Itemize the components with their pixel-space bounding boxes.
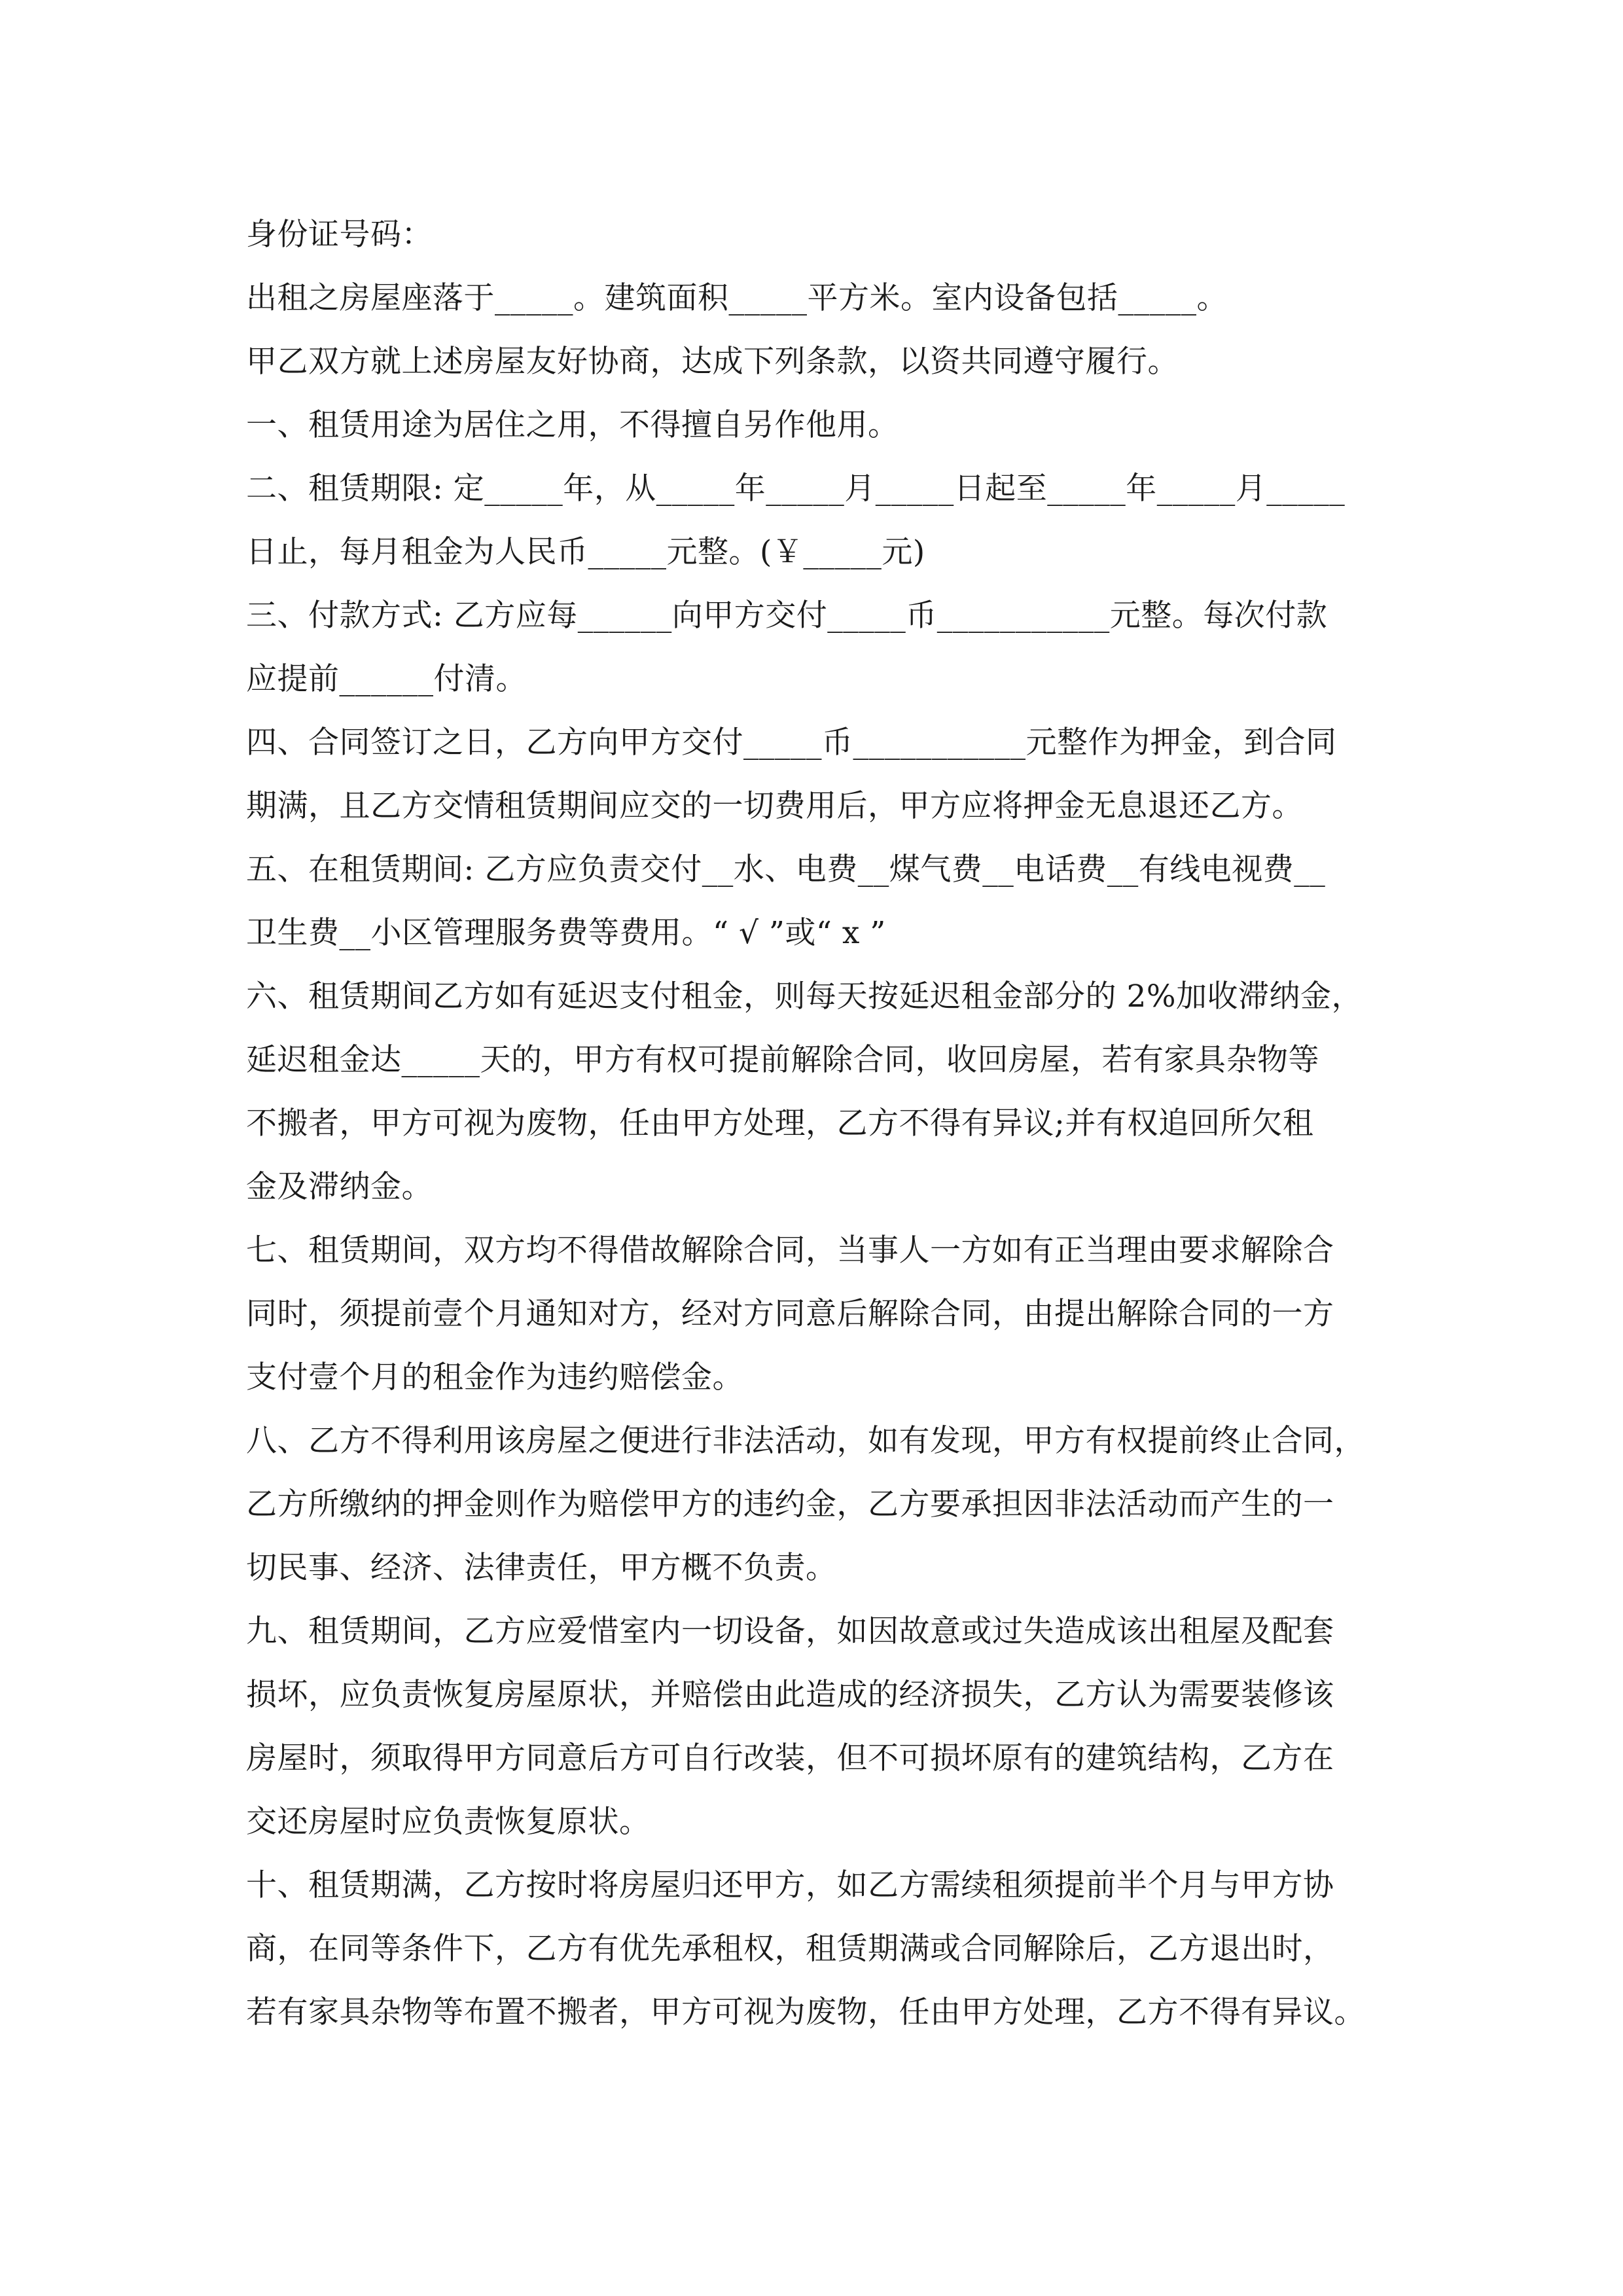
clause-3-line-1: 三、付款方式: 乙方应每______向甲方交付_____币___________元整。每次付款 (246, 598, 1328, 634)
clause-7-line-3: 支付壹个月的租金作为违约赔偿金。 (246, 1359, 743, 1395)
clause-9-line-1: 九、租赁期间，乙方应爱惜室内一切设备，如因故意或过失造成该出租屋及配套 (246, 1613, 1334, 1649)
clause-1-line: 一、租赁用途为居住之用，不得擅自另作他用。 (246, 407, 899, 443)
agreement-intro-line: 甲乙双方就上述房屋友好协商，达成下列条款，以资共同遵守履行。 (246, 344, 1179, 380)
clause-7-line-1: 七、租赁期间，双方均不得借故解除合同，当事人一方如有正当理由要求解除合 (246, 1232, 1334, 1268)
clause-6-line-3: 不搬者，甲方可视为废物，任由甲方处理，乙方不得有异议;并有权追回所欠租 (246, 1105, 1314, 1141)
clause-9-line-2: 损坏，应负责恢复房屋原状，并赔偿由此造成的经济损失，乙方认为需要装修该 (246, 1677, 1334, 1713)
clause-3-line-2: 应提前______付清。 (246, 661, 527, 697)
id-number-line: 身份证号码： (246, 217, 433, 253)
clause-5-line-1: 五、在租赁期间: 乙方应负责交付__水、电费__煤气费__电话费__有线电视费__ (246, 852, 1326, 888)
clause-8-line-3: 切民事、经济、法律责任，甲方概不负责。 (246, 1550, 837, 1586)
clause-7-line-2: 同时，须提前壹个月通知对方，经对方同意后解除合同，由提出解除合同的一方 (246, 1296, 1334, 1332)
clause-6-line-4: 金及滞纳金。 (246, 1169, 433, 1205)
contract-body (246, 203, 1385, 2044)
clause-4-line-1: 四、合同签订之日，乙方向甲方交付_____币___________元整作为押金，到合同 (246, 725, 1337, 761)
clause-9-line-4: 交还房屋时应负责恢复原状。 (246, 1804, 651, 1840)
clause-10-line-1: 十、租赁期满，乙方按时将房屋归还甲方，如乙方需续租须提前半个月与甲方协 (246, 1867, 1334, 1903)
clause-4-line-2: 期满，且乙方交情租赁期间应交的一切费用后，甲方应将押金无息退还乙方。 (246, 788, 1303, 824)
clause-10-line-2: 商，在同等条件下，乙方有优先承租权，租赁期满或合同解除后，乙方退出时， (246, 1931, 1334, 1967)
clause-9-line-3: 房屋时，须取得甲方同意后方可自行改装，但不可损坏原有的建筑结构，乙方在 (246, 1740, 1334, 1776)
clause-6-line-2: 延迟租金达_____天的，甲方有权可提前解除合同，收回房屋，若有家具杂物等 (246, 1042, 1319, 1078)
clause-8-line-2: 乙方所缴纳的押金则作为赔偿甲方的违约金，乙方要承担因非法活动而产生的一 (246, 1486, 1334, 1522)
clause-2-line-2: 日止，每月租金为人民币_____元整。(￥_____元) (246, 534, 925, 570)
clause-5-line-2: 卫生费__小区管理服务费等费用。“ √ ”或“ x ” (246, 915, 886, 951)
property-location-line: 出租之房屋座落于_____。建筑面积_____平方米。室内设备包括_____。 (246, 280, 1228, 316)
clause-6-line-1: 六、租赁期间乙方如有延迟支付租金，则每天按延迟租金部分的 2%加收滞纳金， (246, 978, 1363, 1014)
clause-10-line-3: 若有家具杂物等布置不搬者，甲方可视为废物，任由甲方处理，乙方不得有异议。 (246, 1994, 1365, 2030)
clause-2-line-1: 二、租赁期限: 定_____年，从_____年_____月_____日起至_____年_____月_____ (246, 471, 1346, 507)
clause-8-line-1: 八、乙方不得利用该房屋之便进行非法活动，如有发现，甲方有权提前终止合同， (246, 1423, 1365, 1459)
